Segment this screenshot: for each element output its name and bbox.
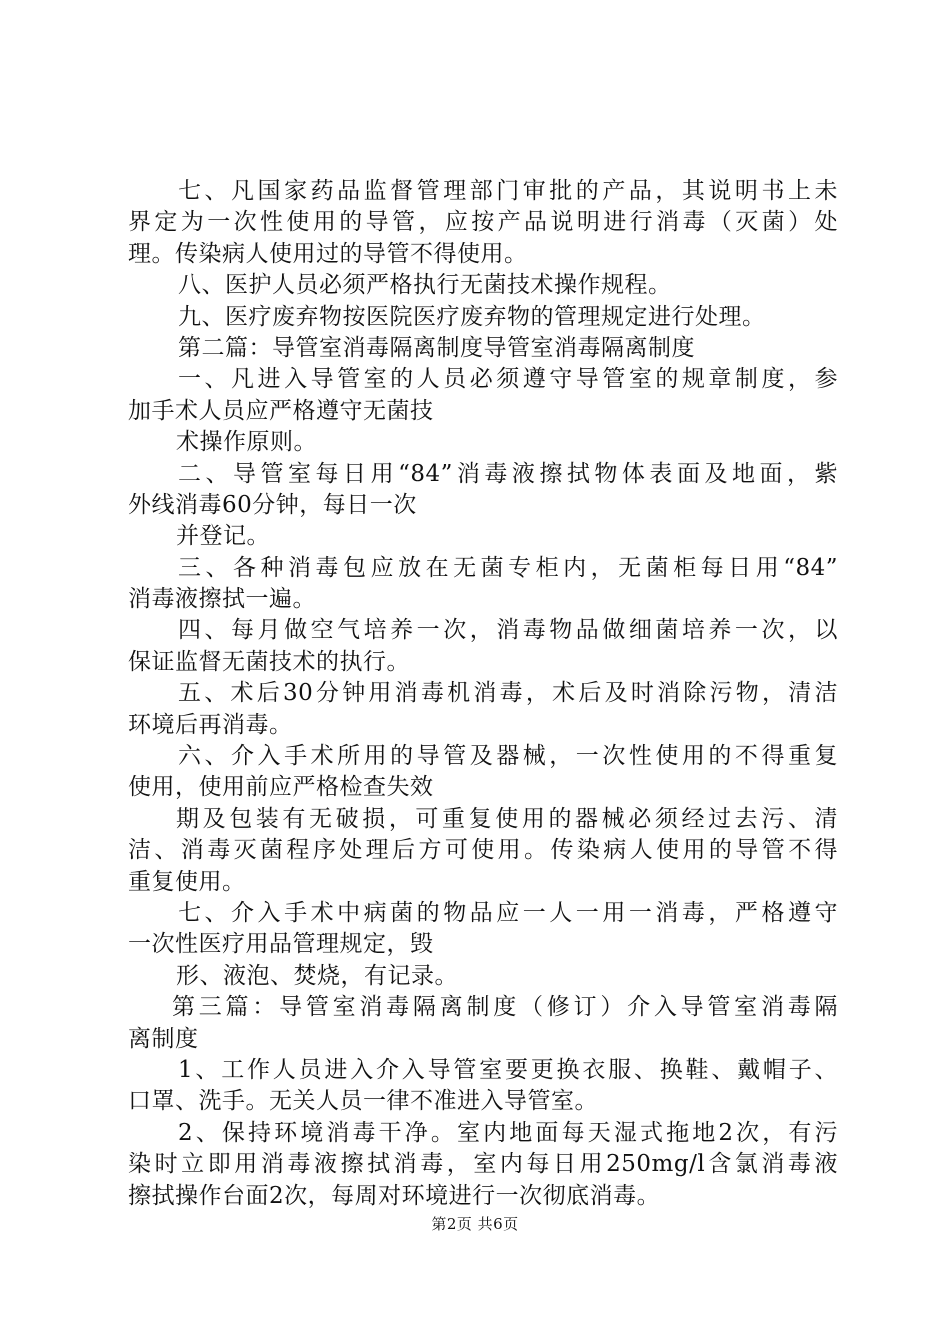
paragraph-line: 消毒液擦拭一遍。: [128, 586, 316, 613]
paragraph-line: 保证监督无菌技术的执行。: [128, 648, 410, 675]
paragraph-line: 界定为一次性使用的导管，应按产品说明进行消毒（灭菌）处: [128, 209, 838, 236]
paragraph-line: 并登记。: [176, 523, 270, 550]
paragraph-line: 2、保持环境消毒干净。室内地面每天湿式拖地2次，有污: [178, 1119, 838, 1146]
paragraph-line: 术操作原则。: [176, 429, 317, 456]
paragraph-line: 环境后再消毒。: [128, 711, 293, 738]
paragraph-line: 三、各种消毒包应放在无菌专柜内，无菌柜每日用“84”: [178, 554, 838, 581]
paragraph-line: 七、介入手术中病菌的物品应一人一用一消毒，严格遵守: [178, 899, 838, 926]
paragraph-line: 1、工作人员进入介入导管室要更换衣服、换鞋、戴帽子、: [178, 1056, 838, 1083]
paragraph-line: 口罩、洗手。无关人员一律不准进入导管室。: [128, 1088, 598, 1115]
paragraph-line: 期及包装有无破损，可重复使用的器械必须经过去污、清: [176, 805, 838, 832]
page-number-footer: 第2页 共6页: [431, 1215, 519, 1233]
paragraph-line: 九、医疗废弃物按医院医疗废弃物的管理规定进行处理。: [178, 303, 766, 330]
paragraph-line: 二、导管室每日用“84”消毒液擦拭物体表面及地面，紫: [178, 460, 838, 487]
paragraph-line: 七、凡国家药品监督管理部门审批的产品，其说明书上未: [178, 178, 838, 204]
paragraph-line: 理。传染病人使用过的导管不得使用。: [128, 240, 528, 267]
paragraph-line: 洁、消毒灭菌程序处理后方可使用。传染病人使用的导管不得: [128, 837, 838, 864]
paragraph-line: 五、术后30分钟用消毒机消毒，术后及时消除污物，清洁: [178, 680, 838, 707]
paragraph-line: 四、每月做空气培养一次，消毒物品做细菌培养一次，以: [178, 617, 838, 644]
paragraph-line: 八、医护人员必须严格执行无菌技术操作规程。: [178, 272, 672, 299]
paragraph-line: 染时立即用消毒液擦拭消毒，室内每日用250mg/l含氯消毒液: [128, 1151, 838, 1178]
document-body: [128, 176, 838, 1212]
paragraph-line: 加手术人员应严格遵守无菌技: [128, 397, 434, 424]
paragraph-line: 擦拭操作台面2次，每周对环境进行一次彻底消毒。: [128, 1182, 661, 1209]
paragraph-line: 六、介入手术所用的导管及器械，一次性使用的不得重复: [178, 743, 838, 770]
paragraph-line: 重复使用。: [128, 868, 246, 895]
section-heading: 第二篇：导管室消毒隔离制度导管室消毒隔离制度: [178, 334, 695, 361]
section-heading: 离制度: [128, 1025, 199, 1052]
section-heading: 第三篇：导管室消毒隔离制度（修订）介入导管室消毒隔: [172, 994, 838, 1021]
paragraph-line: 外线消毒60分钟，每日一次: [128, 491, 417, 518]
paragraph-line: 形、液泡、焚烧，有记录。: [176, 962, 458, 989]
paragraph-line: 一次性医疗用品管理规定，毁: [128, 931, 434, 958]
paragraph-line: 一、凡进入导管室的人员必须遵守导管室的规章制度，参: [178, 366, 838, 393]
paragraph-line: 使用，使用前应严格检查失效: [128, 774, 434, 801]
